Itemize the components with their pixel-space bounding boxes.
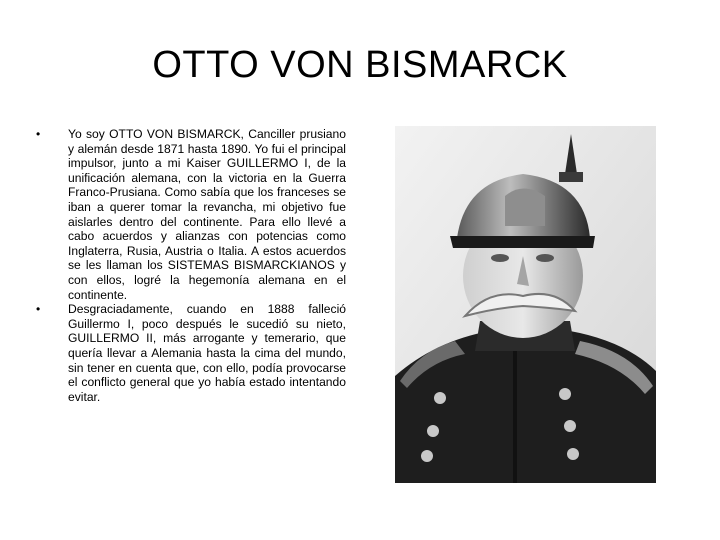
- bullet-text: Desgraciadamente, cuando en 1888 falleció Guillermo I, poco después le sucedió su nieto, GUILLERMO II, más arrogante y temerario, que quería llevar a Alemania hasta la cima del mundo, sin tener en cuenta que, con ello, podía provocarse el conflicto general que yo había estado intentando evitar.: [68, 302, 346, 404]
- bullet-item: [36, 302, 346, 404]
- bullet-item: [36, 127, 346, 302]
- bullet-marker: •: [36, 302, 41, 317]
- bullet-list: [36, 127, 346, 404]
- portrait-image: [395, 126, 656, 483]
- bullet-marker: •: [36, 127, 41, 141]
- bullet-text: Yo soy OTTO VON BISMARCK, Canciller prusiano y alemán desde 1871 hasta 1890. Yo fui el principal impulsor, junto a mi Kaiser GUILLERMO I, de la unificación alemana, con la victoria en la Guerra Franco-Prusiana. Como sabía que los franceses se iban a querer tomar la revancha, mi objetivo fue aislarles dentro del continente. Para ello llevé a cabo acuerdos y alianzas con potencias como Inglaterra, Rusia, Austria o Italia. A estos acuerdos se les llaman los SISTEMAS BISMARCKIANOS y con ellos, logré la hegemonía alemana en el continente.: [68, 127, 346, 302]
- slide-title: OTTO VON BISMARCK: [152, 44, 568, 86]
- portrait-illustration: [395, 126, 656, 483]
